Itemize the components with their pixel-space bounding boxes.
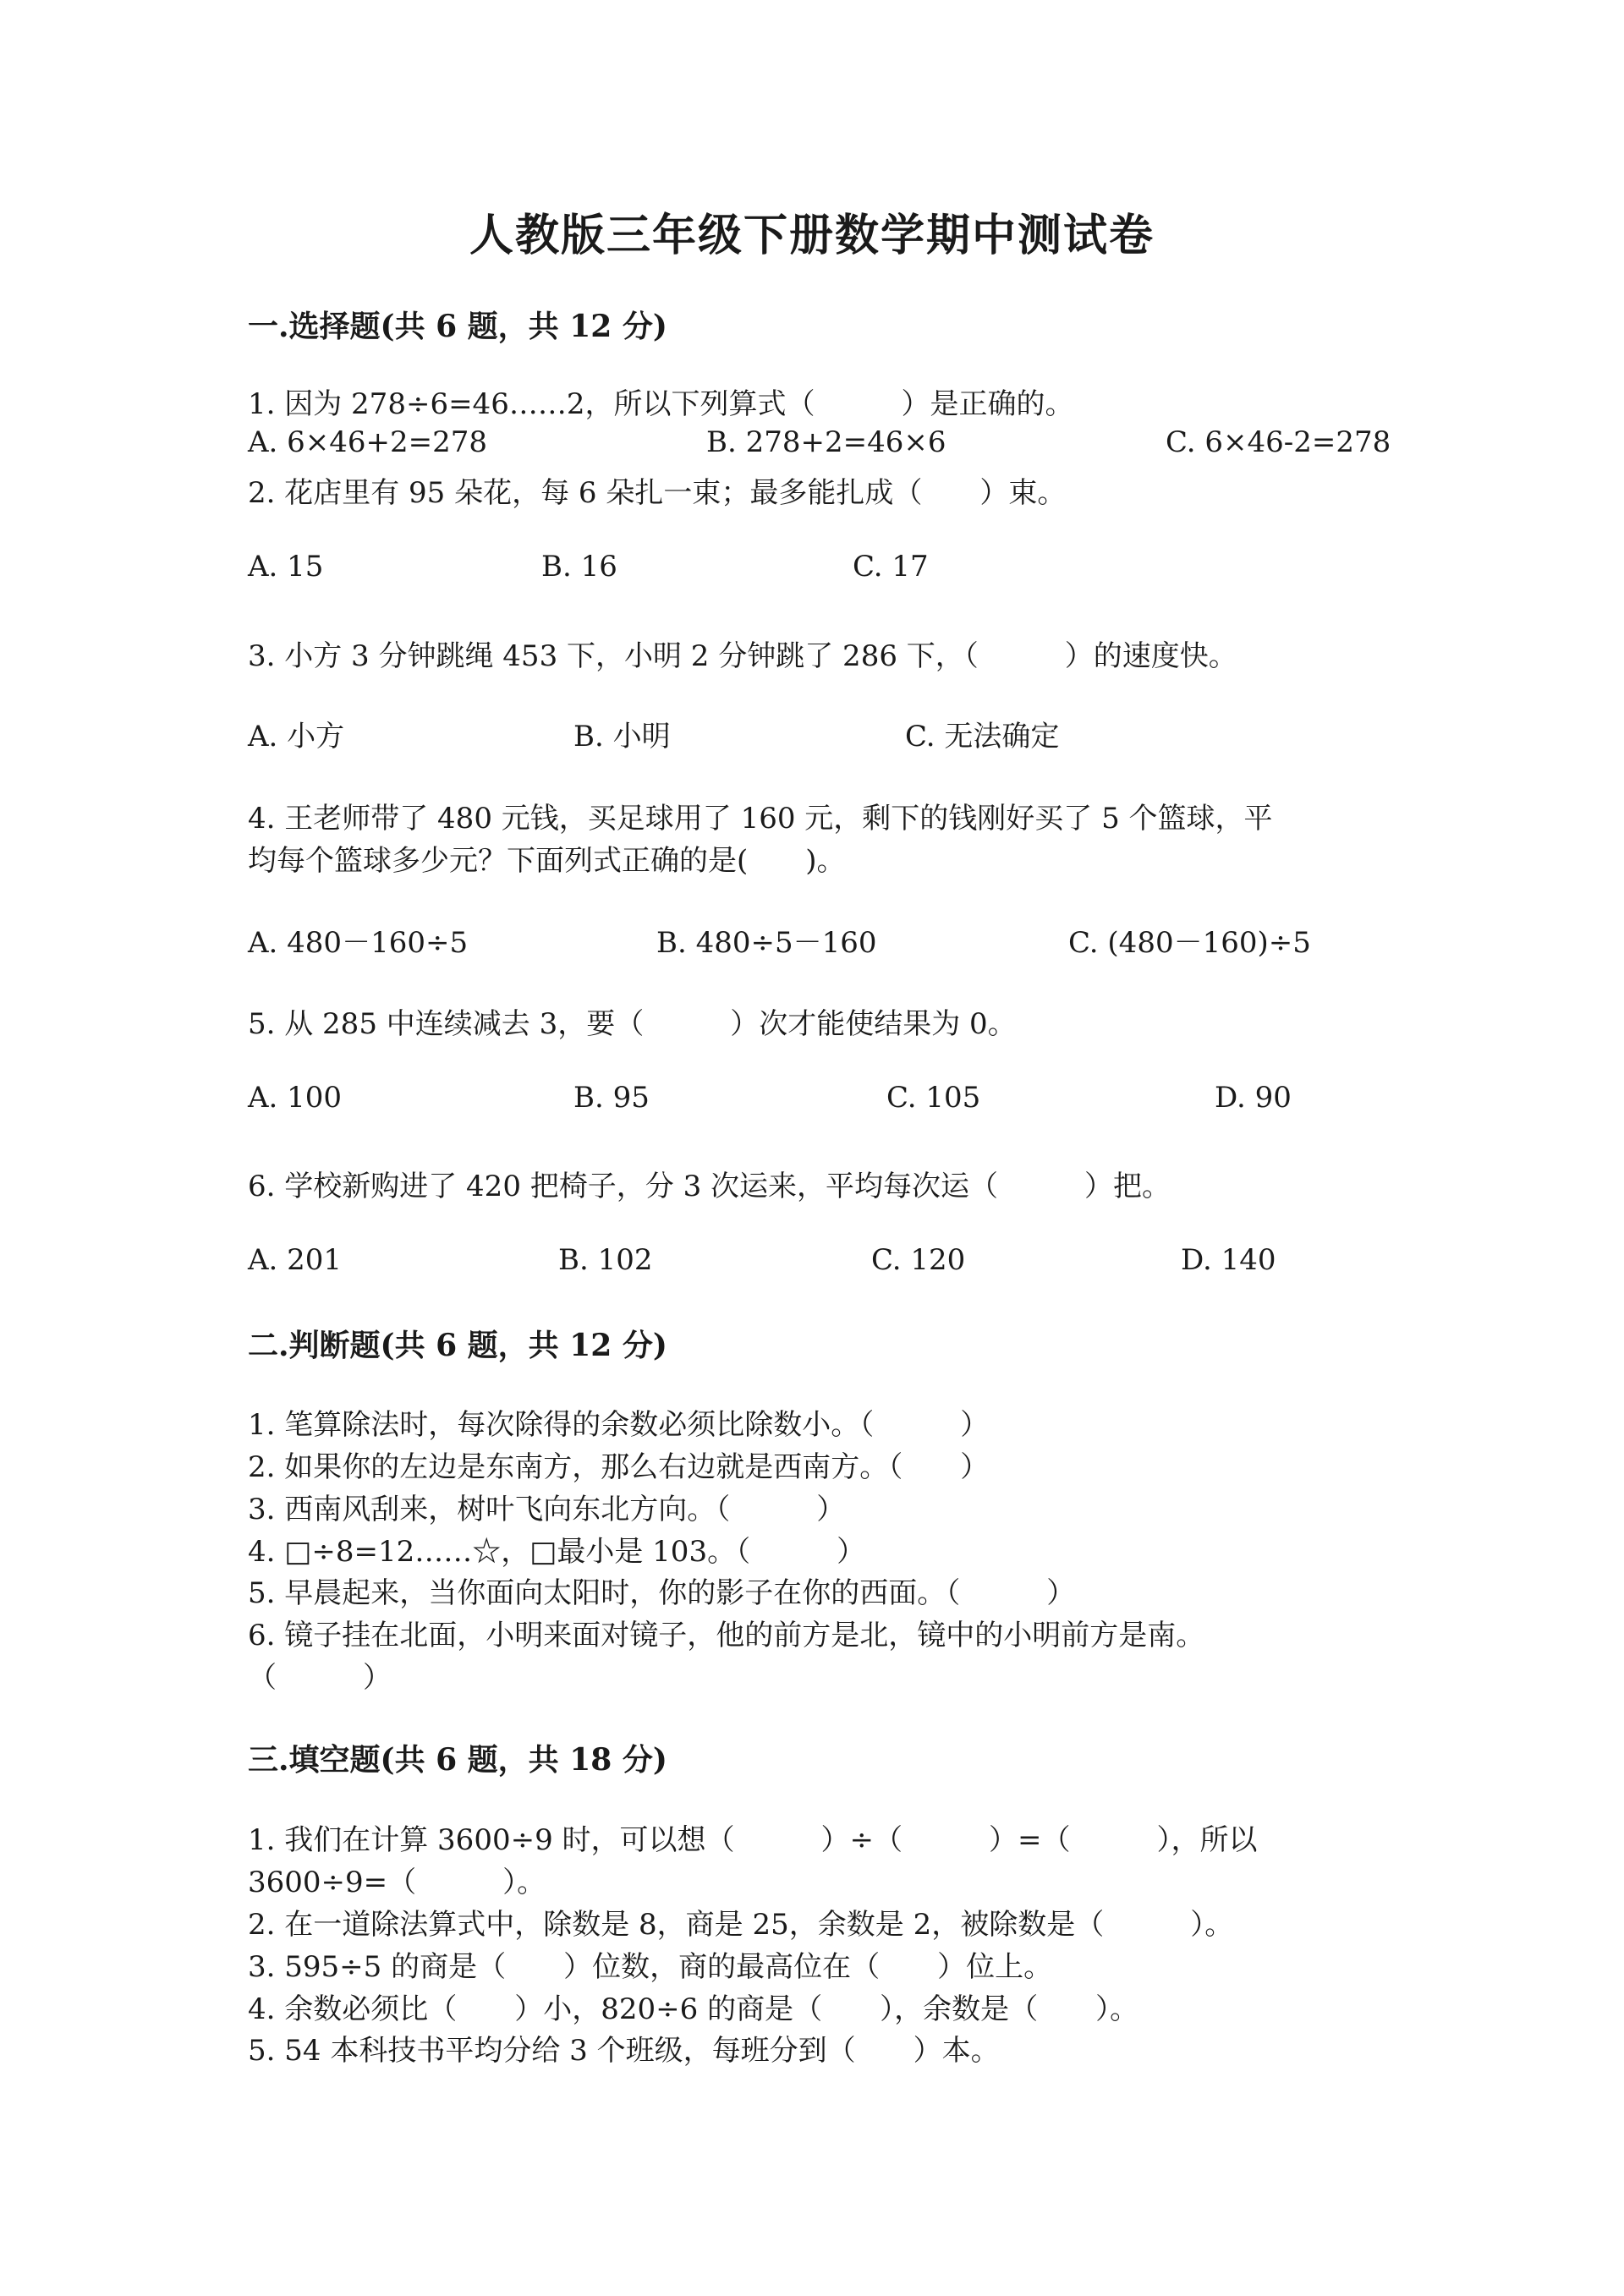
choice-q4-option-a: A. 480－160÷5 bbox=[248, 926, 469, 960]
choice-q3-option-c: C. 无法确定 bbox=[905, 720, 1060, 753]
choice-q6-stem: 6. 学校新购进了 420 把椅子，分 3 次运来，平均每次运（ ）把。 bbox=[248, 1170, 1171, 1203]
judgement-line-3: 3. 西南风刮来，树叶飞向东北方向。（ ） bbox=[248, 1493, 846, 1526]
choice-q3-option-a: A. 小方 bbox=[248, 720, 345, 753]
judgement-line-4: 4. □÷8=12……☆，□最小是 103。（ ） bbox=[248, 1535, 866, 1569]
choice-q5-option-a: A. 100 bbox=[248, 1081, 343, 1115]
choice-q5-option-d: D. 90 bbox=[1215, 1081, 1292, 1115]
choice-q6-option-b: B. 102 bbox=[558, 1243, 653, 1277]
fill-line-1: 1. 我们在计算 3600÷9 时，可以想（ ）÷（ ）=（ ），所以 bbox=[248, 1823, 1258, 1857]
fill-line-3: 3. 595÷5 的商是（ ）位数，商的最高位在（ ）位上。 bbox=[248, 1950, 1053, 1984]
choice-q6-option-a: A. 201 bbox=[248, 1243, 343, 1277]
choice-q5-option-b: B. 95 bbox=[573, 1081, 650, 1115]
choice-q2-option-c: C. 17 bbox=[853, 550, 929, 584]
section-heading-judgement: 二.判断题(共 6 题，共 12 分) bbox=[248, 1328, 667, 1363]
choice-q4-stem-line1: 4. 王老师带了 480 元钱，买足球用了 160 元，剩下的钱刚好买了 5 个篮球，平 bbox=[248, 802, 1273, 836]
fill-line-1-cont: 3600÷9=（ ）。 bbox=[248, 1866, 546, 1899]
choice-q3-stem: 3. 小方 3 分钟跳绳 453 下，小明 2 分钟跳了 286 下，（ ）的速度快。 bbox=[248, 639, 1237, 673]
choice-q5-stem: 5. 从 285 中连续减去 3，要（ ）次才能使结果为 0。 bbox=[248, 1007, 1017, 1041]
choice-q5-option-c: C. 105 bbox=[886, 1081, 981, 1115]
section-heading-fill: 三.填空题(共 6 题，共 18 分) bbox=[248, 1742, 667, 1778]
choice-q1-option-a: A. 6×46+2=278 bbox=[248, 425, 488, 459]
choice-q1-option-b: B. 278+2=46×6 bbox=[706, 425, 946, 459]
choice-q6-option-c: C. 120 bbox=[871, 1243, 966, 1277]
choice-q4-option-c: C. (480－160)÷5 bbox=[1068, 926, 1311, 960]
choice-q1-stem: 1. 因为 278÷6=46……2，所以下列算式（ ）是正确的。 bbox=[248, 387, 1074, 421]
judgement-line-6: 6. 镜子挂在北面，小明来面对镜子，他的前方是北，镜中的小明前方是南。 bbox=[248, 1619, 1205, 1652]
fill-line-4: 4. 余数必须比（ ）小，820÷6 的商是（ ），余数是（ ）。 bbox=[248, 1992, 1139, 2026]
judgement-line-5: 5. 早晨起来，当你面向太阳时，你的影子在你的西面。（ ） bbox=[248, 1576, 1076, 1610]
choice-q2-option-b: B. 16 bbox=[541, 550, 617, 584]
choice-q4-stem-line2: 均每个篮球多少元？下面列式正确的是( )。 bbox=[248, 844, 846, 878]
choice-q4-option-b: B. 480÷5－160 bbox=[656, 926, 877, 960]
choice-q2-stem: 2. 花店里有 95 朵花，每 6 朵扎一束；最多能扎成（ ）束。 bbox=[248, 476, 1067, 510]
choice-q1-option-c: C. 6×46-2=278 bbox=[1166, 425, 1391, 459]
judgement-line-6-answer: （ ） bbox=[248, 1661, 392, 1695]
choice-q3-option-b: B. 小明 bbox=[573, 720, 671, 753]
judgement-line-1: 1. 笔算除法时，每次除得的余数必须比除数小。（ ） bbox=[248, 1408, 990, 1442]
choice-q6-option-d: D. 140 bbox=[1181, 1243, 1276, 1277]
fill-line-5: 5. 54 本科技书平均分给 3 个班级，每班分到（ ）本。 bbox=[248, 2034, 1000, 2068]
fill-line-2: 2. 在一道除法算式中，除数是 8，商是 25，余数是 2，被除数是（ ）。 bbox=[248, 1908, 1234, 1942]
choice-q2-option-a: A. 15 bbox=[248, 550, 324, 584]
judgement-line-2: 2. 如果你的左边是东南方，那么右边就是西南方。（ ） bbox=[248, 1450, 990, 1484]
section-heading-choice: 一.选择题(共 6 题，共 12 分) bbox=[248, 309, 667, 344]
page-title: 人教版三年级下册数学期中测试卷 bbox=[469, 210, 1155, 261]
